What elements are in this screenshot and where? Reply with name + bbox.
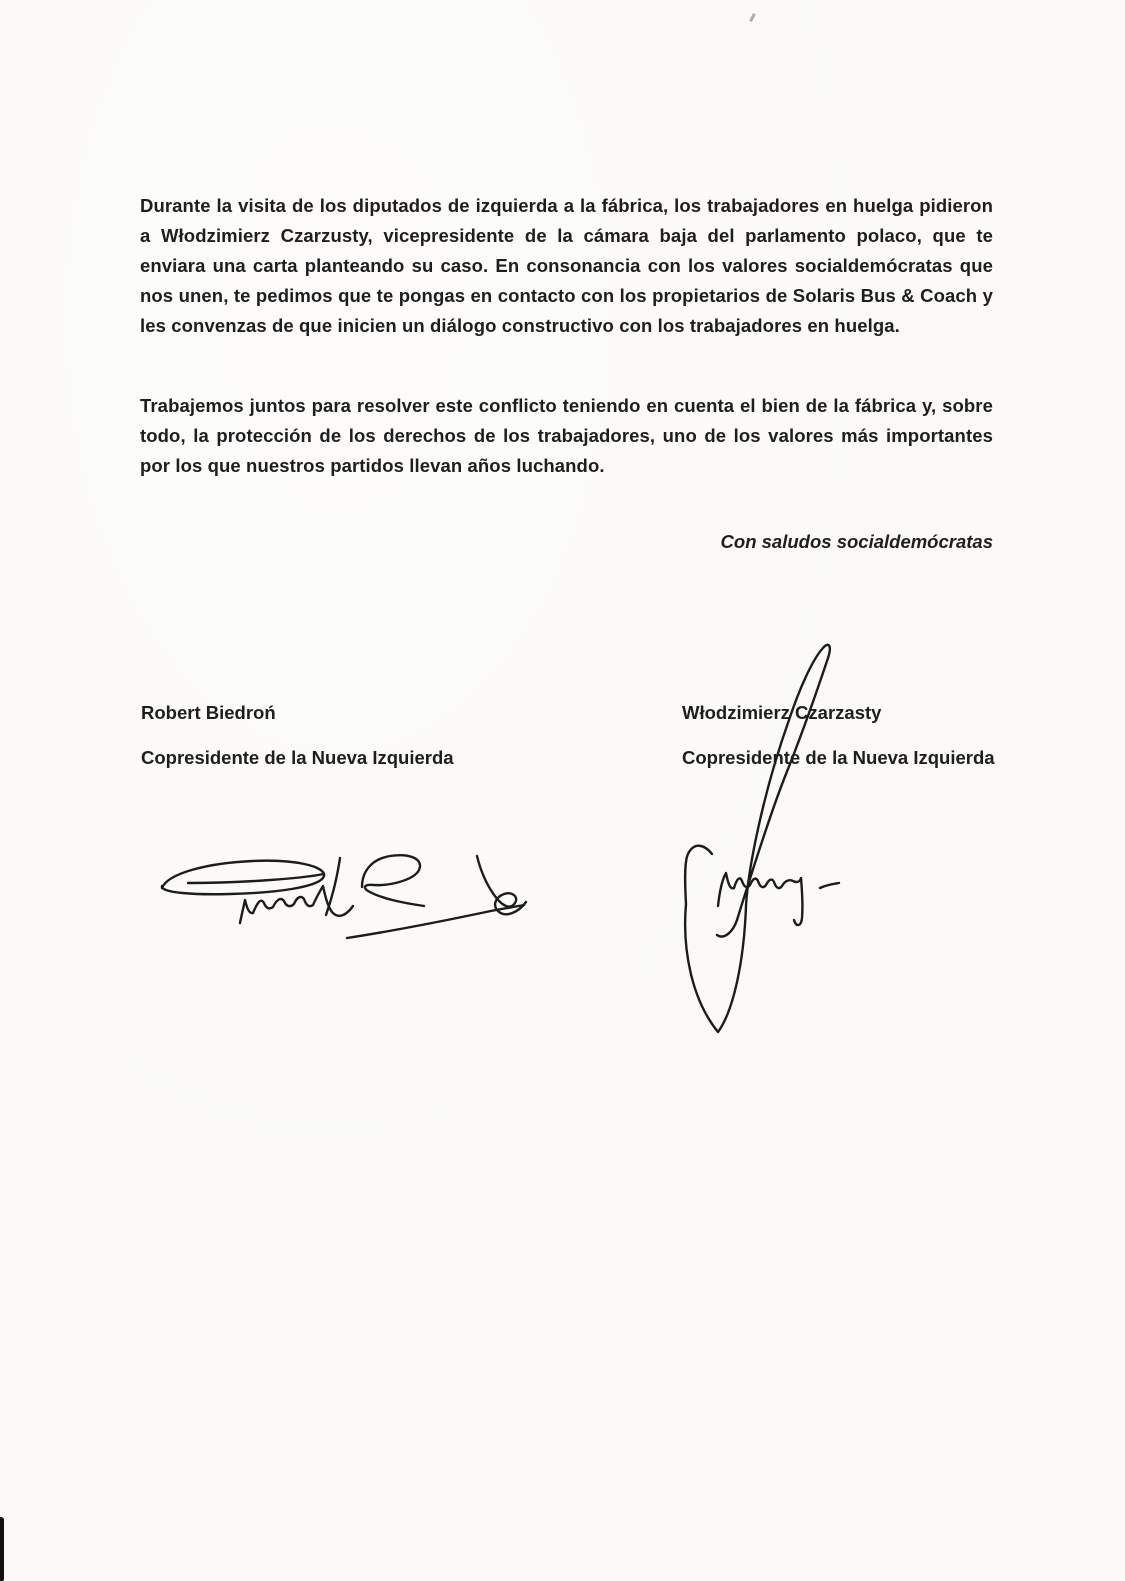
letter-closing-salutation: Con saludos socialdemócratas (720, 531, 993, 552)
signatory-name-robert-biedron: Robert Biedroń (141, 702, 276, 723)
scan-speck-artifact (749, 13, 756, 22)
letter-paragraph-1: Durante la visita de los diputados de izquierda a la fábrica, los trabajadores en huelga pidieron a Włodzimierz Czarzusty, vicepresidente de la cámara baja del parlamento polaco, que te enviara una carta planteando su caso. En consonancia con los valores socialdemócratas que nos unen, te pedimos que te pongas en contacto con los propietarios de Solaris Bus & Coach y les convenzas de que inicien un diálogo constructivo con los trabajadores en huelga. (140, 194, 993, 336)
wlodzimierz-czarzasty-signature-icon (672, 638, 857, 1043)
signatory-name-wlodzimierz-czarzasty: Włodzimierz Czarzasty (682, 702, 882, 723)
signatory-title-wlodzimierz-czarzasty: Copresidente de la Nueva Izquierda (682, 747, 995, 768)
robert-biedron-signature-icon (148, 843, 533, 951)
signatory-title-robert-biedron: Copresidente de la Nueva Izquierda (141, 747, 454, 768)
letter-paragraph-2: Trabajemos juntos para resolver este conflicto teniendo en cuenta el bien de la fábrica y, sobre todo, la protección de los derechos de los trabajadores, uno de los valores más importantes por los que nuestros partidos llevan años luchando. (140, 394, 993, 476)
scan-edge-artifact (0, 1517, 4, 1581)
